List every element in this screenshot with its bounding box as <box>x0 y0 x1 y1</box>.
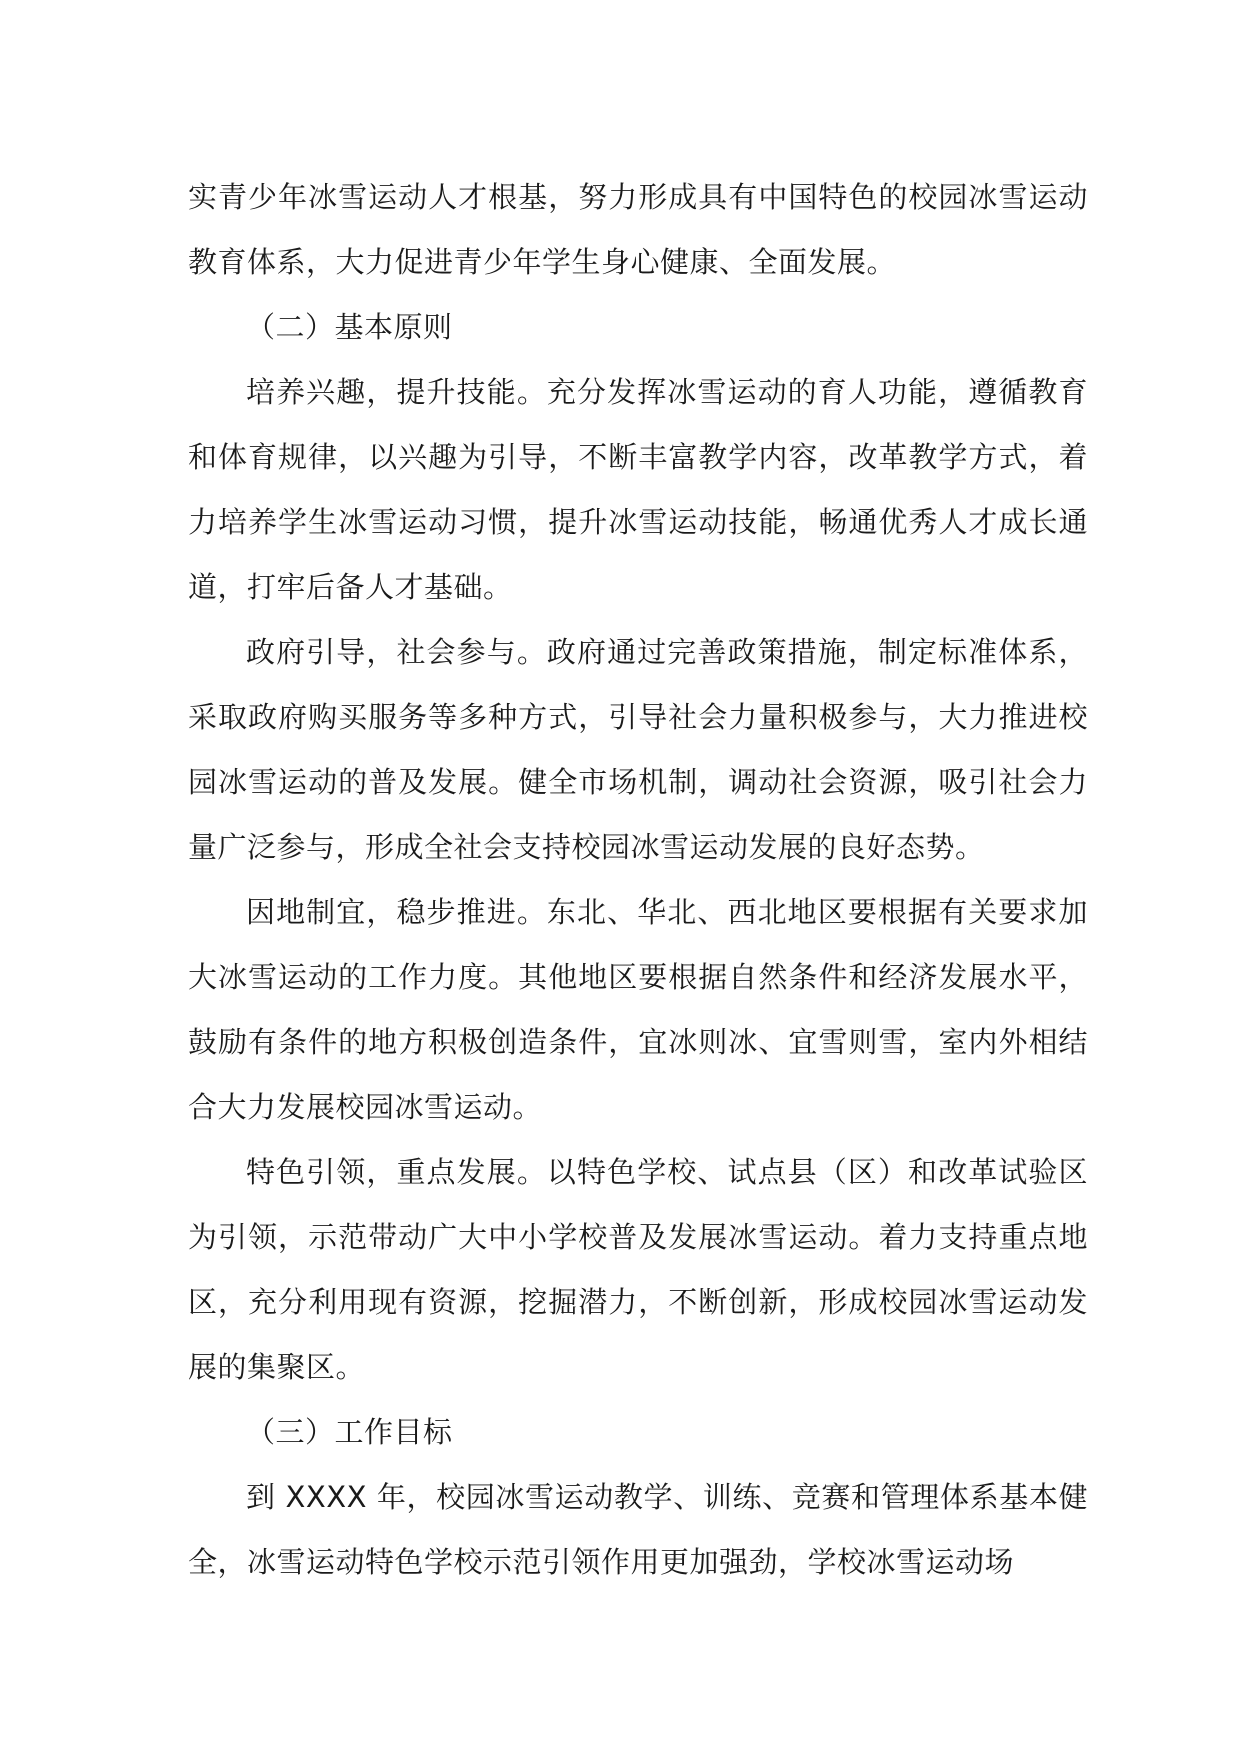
section-heading-work-goals: （三）工作目标 <box>246 1415 453 1449</box>
document-body <box>188 165 1088 1595</box>
paragraph-local-conditions: 因地制宜，稳步推进。东北、华北、西北地区要根据有关要求加大冰雪运动的工作力度。其他地区要根据自然条件和经济发展水平，鼓励有条件的地方积极创造条件，宜冰则冰、宜雪则雪，室内外相结合大力发展校园冰雪运动。 <box>188 895 1088 1124</box>
paragraph-goals-target-year: 到 XXXX 年，校园冰雪运动教学、训练、竞赛和管理体系基本健全，冰雪运动特色学校示范引领作用更加强劲，学校冰雪运动场 <box>188 1480 1088 1579</box>
paragraph-featured-leadership: 特色引领，重点发展。以特色学校、试点县（区）和改革试验区为引领，示范带动广大中小学校普及发展冰雪运动。着力支持重点地区，充分利用现有资源，挖掘潜力，不断创新，形成校园冰雪运动发展的集聚区。 <box>188 1155 1088 1384</box>
paragraph-continuation: 实青少年冰雪运动人才根基，努力形成具有中国特色的校园冰雪运动教育体系，大力促进青少年学生身心健康、全面发展。 <box>188 180 1088 279</box>
paragraph-government-guidance: 政府引导，社会参与。政府通过完善政策措施，制定标准体系，采取政府购买服务等多种方式，引导社会力量积极参与，大力推进校园冰雪运动的普及发展。健全市场机制，调动社会资源，吸引社会力量广泛参与，形成全社会支持校园冰雪运动发展的良好态势。 <box>188 635 1088 864</box>
section-heading-basic-principles: （二）基本原则 <box>246 310 453 344</box>
paragraph-cultivate-interest: 培养兴趣，提升技能。充分发挥冰雪运动的育人功能，遵循教育和体育规律，以兴趣为引导，不断丰富教学内容，改革教学方式，着力培养学生冰雪运动习惯，提升冰雪运动技能，畅通优秀人才成长通道，打牢后备人才基础。 <box>188 375 1088 604</box>
